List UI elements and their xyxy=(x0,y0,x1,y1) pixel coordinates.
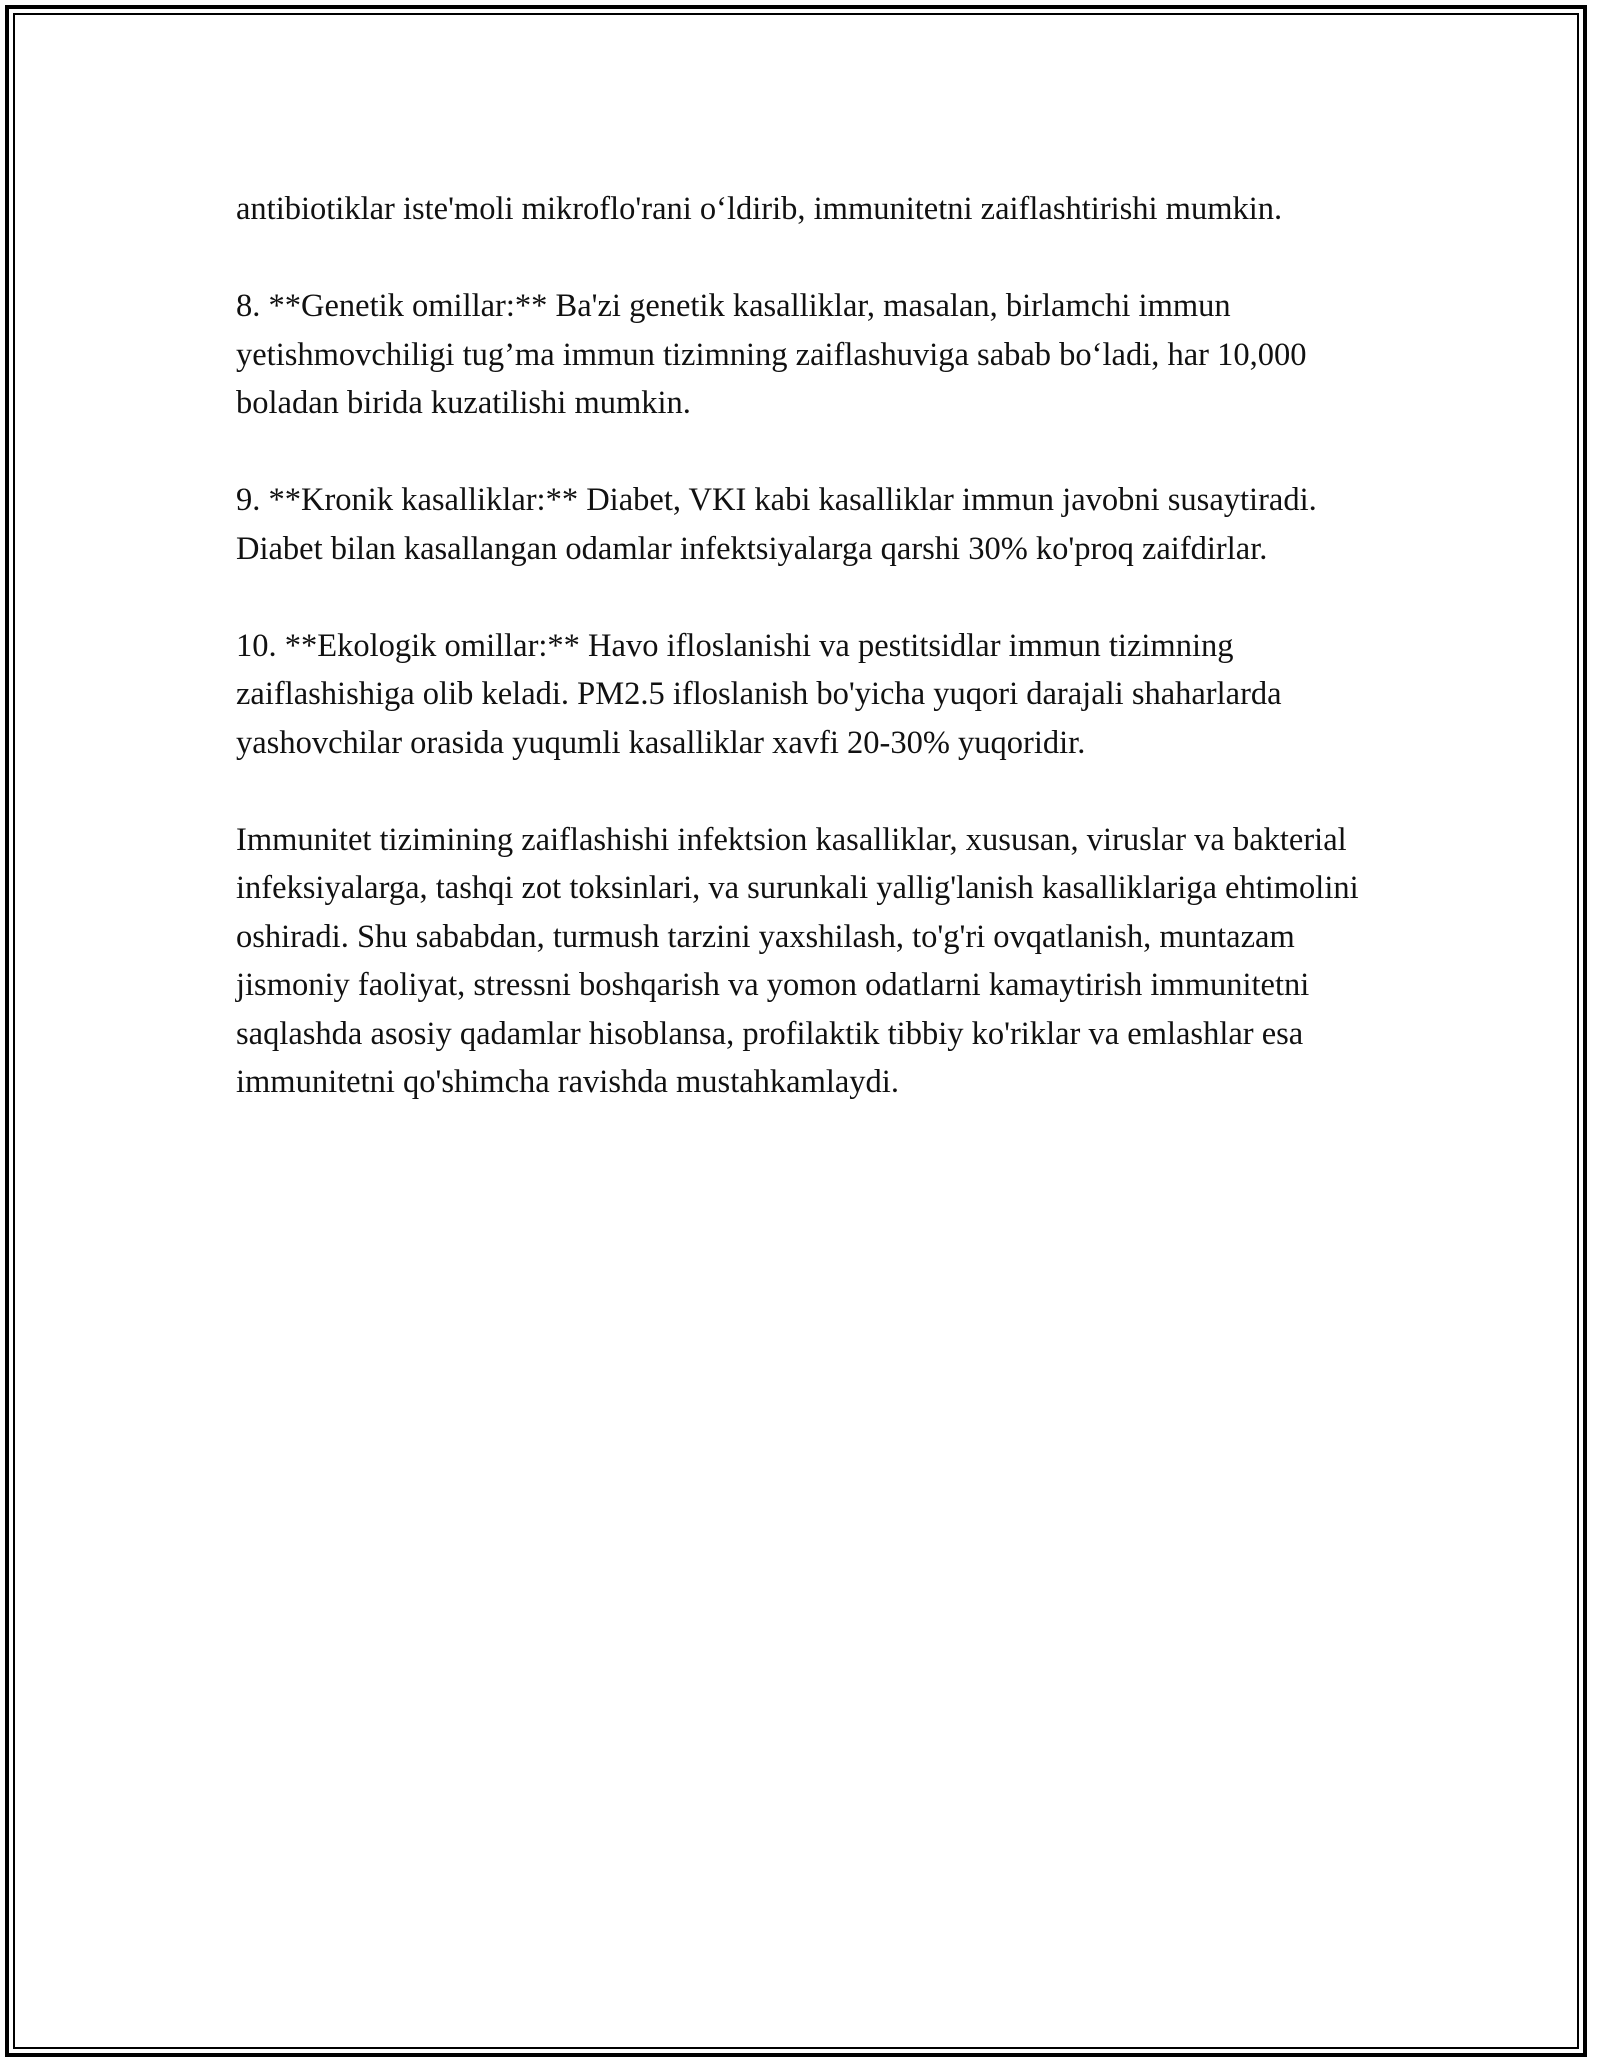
paragraph-ecological-factors: 10. **Ekologik omillar:** Havo ifloslanishi va pestitsidlar immun tizimning zaiflashishiga olib keladi. PM2.5 ifloslanish bo'yicha yuqori darajali shaharlarda yashovchilar orasida yuqumli kasalliklar xavfi 20-30% yuqoridir. xyxy=(236,627,1282,761)
paragraph-genetic-factors: 8. **Genetik omillar:** Ba'zi genetik kasalliklar, masalan, birlamchi immun yetishmovchiligi tug’ma immun tizimning zaiflashuviga sabab bo‘ladi, har 10,000 boladan birida kuzatilishi mumkin. xyxy=(236,288,1307,421)
paragraph-conclusion: Immunitet tizimining zaiflashishi infektsion kasalliklar, xususan, viruslar va bakterial infeksiyalarga, tashqi zot toksinlari, va surunkali yallig'lanish kasalliklariga ehtimolini oshiradi. Shu sababdan, turmush tarzini yaxshilash, to'g'ri ovqatlanish, muntazam jismoniy faoliyat, stressni boshqarish va yomon odatlarni kamaytirish immunitetni saqlashda asosiy qadamlar hisoblansa, profilaktik tibbiy ko'riklar va emlashlar esa immunitetni qo'shimcha ravishda mustahkamlaydi. xyxy=(236,821,1359,1100)
paragraph-chronic-diseases: 9. **Kronik kasalliklar:** Diabet, VKI kabi kasalliklar immun javobni susaytiradi. Diabet bilan kasallangan odamlar infektsiyalarga qarshi 30% ko'proq zaifdirlar. xyxy=(236,482,1317,567)
document-body xyxy=(236,185,1396,1155)
paragraph-antibiotics-continuation: antibiotiklar iste'moli mikroflo'rani o‘ldirib, immunitetni zaiflashtirishi mumkin. xyxy=(236,191,1283,227)
